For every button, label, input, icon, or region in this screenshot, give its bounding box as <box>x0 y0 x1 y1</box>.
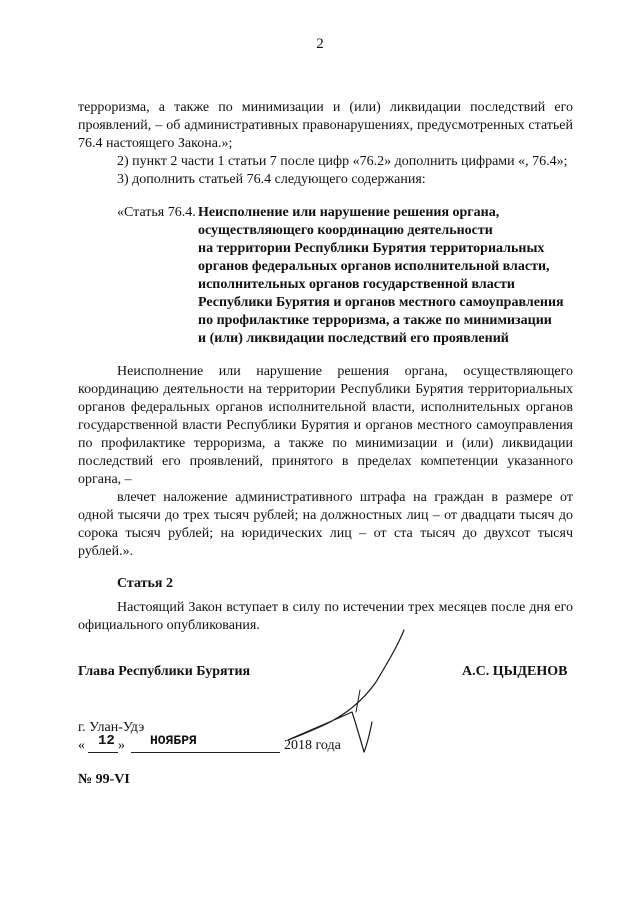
amendment-item-3: 3) дополнить статьей 76.4 следующего содержания: <box>117 172 426 187</box>
body-line-3: органов федеральных органов исполнительной власти, исполнительных органов <box>78 400 573 415</box>
article-heading-line-5: исполнительных органов государственной власти <box>198 277 515 292</box>
month-underline <box>131 752 280 753</box>
date-month: НОЯБРЯ <box>150 733 197 748</box>
city: г. Улан-Удэ <box>78 720 145 735</box>
article-heading-line-3: на территории Республики Бурятия территориальных <box>198 241 545 256</box>
date-close-quote: » <box>118 738 125 753</box>
signatory-name: А.С. ЦЫДЕНОВ <box>462 664 568 679</box>
article-2-line-1: Настоящий Закон вступает в силу по истечении трех месяцев после дня его <box>117 600 573 615</box>
penalty-line-3: сорока тысяч рублей; на юридических лиц – от ста тысяч до двухсот тысяч <box>78 526 573 541</box>
penalty-line-4: рублей.». <box>78 544 134 559</box>
article-2-line-2: официального опубликования. <box>78 618 260 633</box>
intro-line-2: проявлений, – об административных правонарушениях, предусмотренных статьей <box>78 118 573 133</box>
body-line-6: последствий его проявлений, принятого в пределах компетенции указанного <box>78 454 573 469</box>
article-heading-line-2: осуществляющего координацию деятельности <box>198 223 493 238</box>
amendment-item-2: 2) пункт 2 части 1 статьи 7 после цифр «76.2» дополнить цифрами «, 76.4»; <box>117 154 568 169</box>
date-open-quote: « <box>78 738 85 753</box>
body-line-1: Неисполнение или нарушение решения органа, осуществляющего <box>117 364 573 379</box>
intro-line-3: 76.4 настоящего Закона.»; <box>78 136 233 151</box>
day-underline <box>88 752 118 753</box>
penalty-line-2: одной тысячи до трех тысяч рублей; на должностных лиц – от двадцати тысяч до <box>78 508 573 523</box>
article-heading-line-1: Неисполнение или нарушение решения органа, <box>198 205 500 220</box>
article-heading-line-7: по профилактике терроризма, а также по минимизации <box>198 313 552 328</box>
article-2-title: Статья 2 <box>117 576 173 591</box>
body-line-7: органа, – <box>78 472 132 487</box>
body-line-4: государственной власти Республики Бурятия и органов местного самоуправления <box>78 418 573 433</box>
article-heading-line-6: Республики Бурятия и органов местного самоуправления <box>198 295 564 310</box>
page-number: 2 <box>316 36 324 52</box>
article-heading-line-4: органов федеральных органов исполнительной власти, <box>198 259 550 274</box>
body-line-5: по профилактике терроризма, а также по минимизации и (или) ликвидации <box>78 436 573 451</box>
date-year: 2018 года <box>284 738 341 753</box>
article-heading-prefix: «Статья 76.4. <box>117 205 196 220</box>
article-heading-line-8: и (или) ликвидации последствий его проявлений <box>198 331 509 346</box>
body-line-2: координацию деятельности на территории Республики Бурятия территориальных <box>78 382 573 397</box>
penalty-line-1: влечет наложение административного штрафа на граждан в размере от <box>117 490 573 505</box>
intro-line-1: терроризма, а также по минимизации и (или) ликвидации последствий его <box>78 100 573 115</box>
law-number: № 99-VI <box>78 772 130 787</box>
date-day: 12 <box>98 733 115 749</box>
signatory-position: Глава Республики Бурятия <box>78 664 251 679</box>
